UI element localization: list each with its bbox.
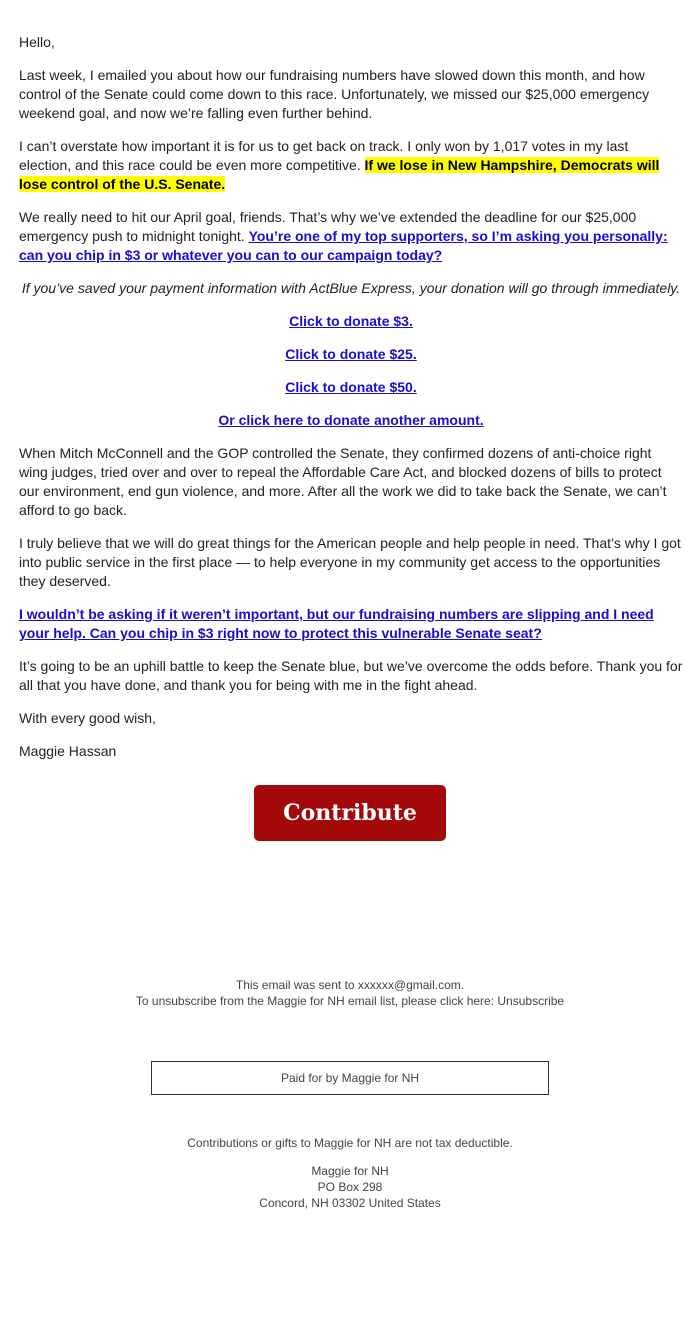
sent-to-suffix: . (460, 978, 465, 992)
mailing-address (0, 1163, 700, 1211)
signoff: With every good wish, (19, 710, 156, 726)
paragraph-vulnerable-seat (19, 605, 683, 643)
donate-25-link[interactable]: Click to donate $25. (285, 346, 417, 362)
contribute-button[interactable]: Contribute (254, 785, 446, 841)
paragraph-fundraising-slowdown: Last week, I emailed you about how our fundraising numbers have slowed down this month, and how control of the Senate could come down to this race. Unfortunately, we missed our $25,000 emergency weekend goal, and now we’re falling even further behind. (19, 67, 650, 121)
paragraph-important (19, 137, 683, 194)
donate-3-link[interactable]: Click to donate $3. (289, 313, 413, 329)
paragraph-uphill-battle: It’s going to be an uphill battle to keep the Senate blue, but we’ve overcome the odds before. Thank you for all that you have done, and thank you for being with me in the fight ahead. (19, 658, 683, 693)
email-body (19, 0, 683, 761)
address-box: PO Box 298 (317, 1180, 383, 1194)
unsubscribe-text: To unsubscribe from the Maggie for NH email list, please click here: (135, 994, 498, 1008)
footer-recipient-info (0, 977, 700, 1009)
donate-50-row (19, 378, 683, 397)
highlighted-senate-warning: If we lose in New Hampshire, Democrats will lose control of the U.S. Senate. (19, 157, 660, 192)
donate-other-amount-link[interactable]: Or click here to donate another amount. (218, 412, 484, 428)
paragraph-important-text: I can’t overstate how important it is for us to get back on track. I only won by 1,017 votes in my last election, and this race could be even more competitive. (19, 138, 629, 173)
donate-3-row (19, 312, 683, 331)
sent-to-line (0, 977, 700, 993)
paragraph-gop-senate: When Mitch McConnell and the GOP controlled the Senate, they confirmed dozens of anti-choice right wing judges, tried over and over to repeal the Affordable Care Act, and blocked dozens of bills to protect our environment, end gun violence, and more. After all the work we did to take back the Senate, we can’t afford to go back. (19, 445, 667, 518)
address-city: Concord, NH 03302 United States (259, 1196, 441, 1210)
vulnerable-seat-donate-link[interactable]: I wouldn’t be asking if it weren’t important, but our fundraising numbers are slipping and I need your help. Can you chip in $3 right now to protect this vulnerable Senate seat? (19, 606, 654, 641)
paid-for-box: Paid for by Maggie for NH (151, 1061, 549, 1095)
donate-other-row (19, 411, 683, 430)
paragraph-april-goal (19, 208, 683, 265)
actblue-express-note: If you’ve saved your payment information with ActBlue Express, your donation will go through immediately. (21, 280, 681, 296)
address-name: Maggie for NH (311, 1164, 389, 1178)
paragraph-public-service: I truly believe that we will do great things for the American people and help people in need. That’s why I got into public service in the first place — to help everyone in my community get access to the opportunities they deserved. (19, 535, 681, 589)
tax-note: Contributions or gifts to Maggie for NH are not tax deductible. (187, 1136, 513, 1150)
unsubscribe-link[interactable]: Unsubscribe (497, 994, 565, 1008)
greeting: Hello, (19, 34, 55, 50)
sent-to-email: xxxxxx@gmail.com (357, 978, 461, 992)
sent-to-prefix: This email was sent to (235, 978, 358, 992)
donate-25-row (19, 345, 683, 364)
contribute-button-wrapper (254, 785, 446, 841)
paragraph-april-goal-text: We really need to hit our April goal, friends. That’s why we’ve extended the deadline for our $25,000 emergency push to midnight tonight. (19, 209, 637, 244)
unsubscribe-line (0, 993, 700, 1009)
donate-50-link[interactable]: Click to donate $50. (285, 379, 417, 395)
signature: Maggie Hassan (19, 743, 117, 759)
top-supporters-donate-link[interactable]: You’re one of my top supporters, so I’m asking you personally: can you chip in $3 or whatever you can to our campaign today? (19, 228, 668, 263)
